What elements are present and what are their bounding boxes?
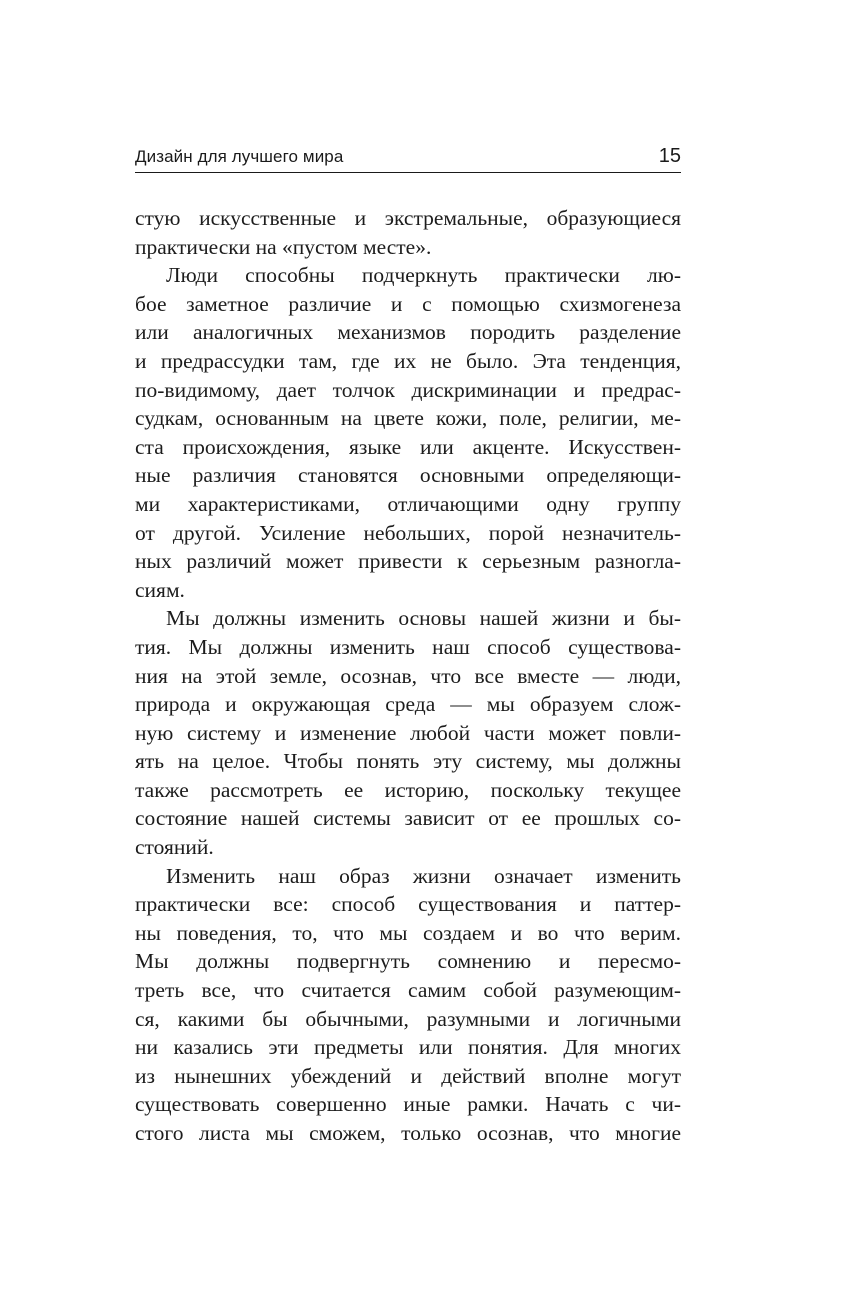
text-line: ся, какими бы обычными, разумными и логичными (135, 1006, 681, 1031)
text-line: тия. Мы должны изменить наш способ существова- (135, 634, 681, 659)
text-line: из нынешних убеждений и действий вполне могут (135, 1063, 681, 1088)
paragraph (135, 862, 681, 1148)
text-line: стого листа мы сможем, только осознав, что многие (135, 1121, 681, 1145)
text-line: ную систему и изменение любой части может повли- (135, 720, 681, 745)
text-line: также рассмотреть ее историю, поскольку текущее (135, 777, 681, 802)
text-line: ные различия становятся основными определяющи- (135, 463, 681, 488)
text-line: треть все, что считается самим собой разумеющим- (135, 978, 681, 1003)
text-line: стую искусственные и экстремальные, образующиеся (135, 206, 681, 230)
text-line: ять на целое. Чтобы понять эту систему, мы должны (135, 749, 681, 774)
text-line: от другой. Усиление небольших, порой незначитель- (135, 520, 681, 545)
page-number: 15 (658, 145, 681, 167)
text-line: существовать совершенно иные рамки. Начать с чи- (135, 1092, 681, 1117)
text-line: судкам, основанным на цвете кожи, поле, религии, ме- (135, 406, 681, 431)
text-line: бое заметное различие и с помощью схизмогенеза (135, 291, 681, 316)
paragraph (135, 604, 681, 861)
text-line: ния на этой земле, осознав, что все вместе — люди, (135, 663, 681, 688)
text-line: сиям. (135, 577, 185, 602)
text-line: стояний. (135, 835, 214, 860)
running-title: Дизайн для лучшего мира (135, 147, 344, 166)
text-line: Мы должны изменить основы нашей жизни и бы- (166, 606, 681, 631)
text-line: Люди способны подчеркнуть практически лю- (166, 263, 681, 288)
text-line: и предрассудки там, где их не было. Эта тенденция, (135, 348, 681, 373)
paragraph (135, 261, 681, 604)
text-line: ста происхождения, языке или акценте. Искусствен- (135, 434, 681, 459)
text-line: Мы должны подвергнуть сомнению и пересмо- (135, 949, 681, 974)
text-line: практически на «пустом месте». (135, 234, 432, 259)
paragraph (135, 204, 681, 261)
text-line: природа и окружающая среда — мы образуем слож- (135, 692, 681, 717)
text-line: ны поведения, то, что мы создаем и во что верим. (135, 920, 681, 945)
text-line: состояние нашей системы зависит от ее прошлых со- (135, 806, 681, 831)
text-line: ни казались эти предметы или понятия. Для многих (135, 1035, 681, 1060)
text-line: Изменить наш образ жизни означает изменить (166, 863, 681, 888)
running-header (135, 144, 681, 173)
body-text (135, 204, 681, 1148)
text-line: или аналогичных механизмов породить разделение (135, 320, 681, 345)
text-line: по-видимому, дает толчок дискриминации и предрас- (135, 377, 681, 402)
text-line: практически все: способ существования и паттер- (135, 892, 681, 917)
text-line: ных различий может привести к серьезным разногла- (135, 549, 681, 574)
text-line: ми характеристиками, отличающими одну группу (135, 491, 681, 516)
